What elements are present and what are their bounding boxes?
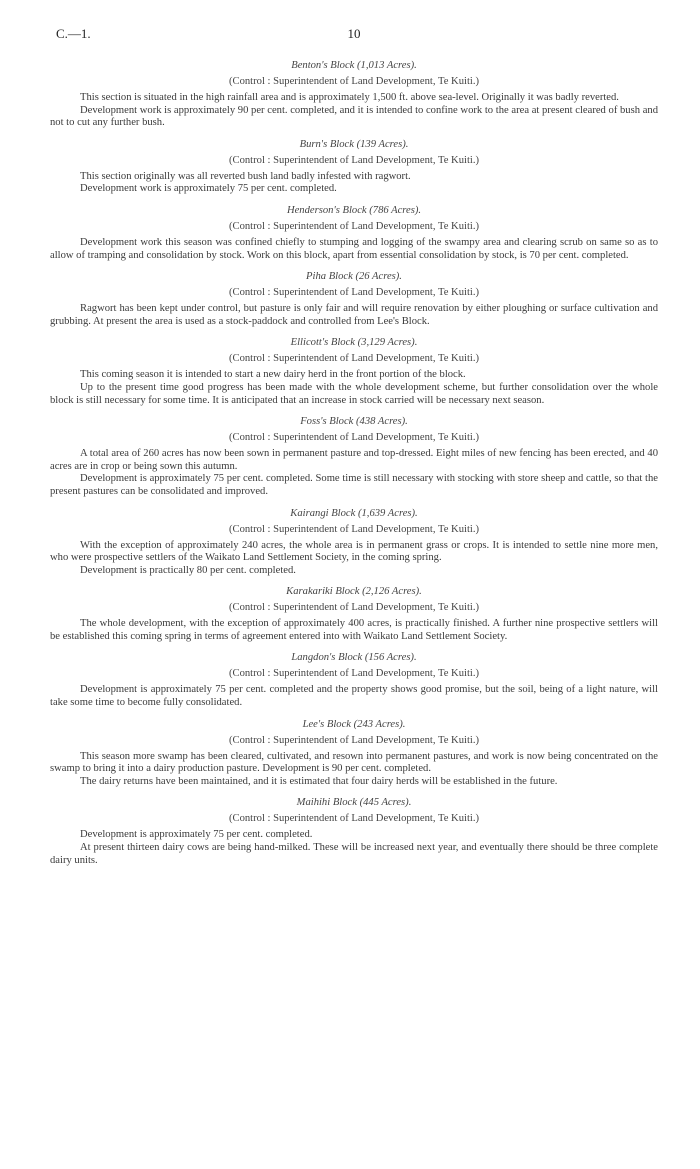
section-control-note: (Control : Superintendent of Land Development, Te Kuiti.) bbox=[228, 523, 480, 535]
section-paragraph: This coming season it is intended to start a new dairy herd in the front portion of the block. bbox=[80, 369, 466, 381]
section-title: Foss's Block (438 Acres). bbox=[300, 416, 408, 428]
block-section bbox=[50, 138, 658, 196]
section-title: Piha Block (26 Acres). bbox=[306, 271, 402, 283]
block-section bbox=[50, 796, 658, 867]
section-control-note: (Control : Superintendent of Land Development, Te Kuiti.) bbox=[228, 76, 480, 87]
section-paragraph: A total area of 260 acres has now been sown in permanent pasture and top-dressed. Eight miles of new fencing has been erected, and 40 acres are in crop or being sown this autumn. bbox=[50, 448, 658, 472]
document-reference: C.—1. bbox=[56, 26, 91, 41]
block-section bbox=[50, 507, 658, 578]
section-paragraph: This season more swamp has been cleared, cultivated, and resown into permanent pastures, and work is now being concentrated on the swamp to bring it into a dairy production pasture. Development is 90 per cent. completed. bbox=[50, 750, 658, 775]
block-section bbox=[50, 585, 658, 643]
section-title: Maihihi Block (445 Acres). bbox=[296, 797, 412, 809]
section-title: Benton's Block (1,013 Acres). bbox=[291, 60, 417, 71]
page-number: 10 bbox=[347, 26, 361, 41]
section-title: Ellicott's Block (3,129 Acres). bbox=[290, 337, 418, 349]
section-title: Langdon's Block (156 Acres). bbox=[291, 652, 417, 664]
section-paragraph: At present thirteen dairy cows are being hand-milked. These will be increased next year, and eventually there should be three complete dairy units. bbox=[50, 842, 658, 866]
section-control-note: (Control : Superintendent of Land Development, Te Kuiti.) bbox=[228, 668, 480, 680]
section-title: Karakariki Block (2,126 Acres). bbox=[286, 586, 422, 598]
section-paragraph: With the exception of approximately 240 acres, the whole area is in permanent grass or crops. It is intended to settle nine more men, who were prospective settlers of the Waikato Land Settlement Society, in the coming spring. bbox=[50, 539, 658, 564]
section-control-note: (Control : Superintendent of Land Development, Te Kuiti.) bbox=[228, 734, 480, 746]
block-section bbox=[50, 415, 658, 498]
page-header bbox=[50, 26, 658, 46]
section-paragraph: Development work is approximately 75 per cent. completed. bbox=[80, 183, 337, 195]
section-paragraph: This section originally was all reverted bush land badly infested with ragwort. bbox=[80, 170, 411, 182]
section-control-note: (Control : Superintendent of Land Development, Te Kuiti.) bbox=[228, 220, 480, 232]
section-title: Henderson's Block (786 Acres). bbox=[286, 204, 422, 216]
section-paragraph: Development is approximately 75 per cent. completed. Some time is still necessary with stocking with store sheep and cattle, so that the present pastures can be consolidated and improved. bbox=[50, 473, 658, 497]
section-control-note: (Control : Superintendent of Land Development, Te Kuiti.) bbox=[228, 353, 480, 365]
section-paragraph: This section is situated in the high rainfall area and is approximately 1,500 ft. above sea-level. Originally it was badly reverted. bbox=[80, 92, 619, 103]
section-paragraph: Development is approximately 75 per cent. completed and the property shows good promise, but the soil, being of a light nature, will take some time to become fully consolidated. bbox=[50, 684, 658, 709]
section-paragraph: Ragwort has been kept under control, but pasture is only fair and will require renovation by either ploughing or surface cultivation and grubbing. At present the area is used as a stock-paddock and controlled from Lee's Block. bbox=[50, 303, 658, 327]
section-paragraph: Development work this season was confined chiefly to stumping and logging of the swampy area and clearing scrub on same so as to allow of tramping and consolidation by stock. Work on this block, apart from essential consolidation by stock, is 70 per cent. completed. bbox=[50, 236, 658, 261]
block-section bbox=[50, 718, 658, 789]
section-paragraph: Development work is approximately 90 per cent. completed, and it is intended to confine work to the area at present cleared of bush and not to cut any further bush. bbox=[50, 104, 658, 129]
block-section bbox=[50, 336, 658, 407]
section-control-note: (Control : Superintendent of Land Development, Te Kuiti.) bbox=[228, 602, 480, 614]
block-section bbox=[50, 204, 658, 262]
section-title: Lee's Block (243 Acres). bbox=[302, 718, 406, 730]
section-paragraph: Development is practically 80 per cent. completed. bbox=[80, 564, 296, 576]
block-section bbox=[50, 270, 658, 328]
section-control-note: (Control : Superintendent of Land Development, Te Kuiti.) bbox=[228, 154, 480, 166]
section-title: Burn's Block (139 Acres). bbox=[299, 138, 409, 150]
section-title: Kairangi Block (1,639 Acres). bbox=[290, 507, 418, 519]
section-paragraph: The dairy returns have been maintained, and it is estimated that four dairy herds will be established in the future. bbox=[80, 775, 558, 787]
document-page bbox=[50, 26, 658, 875]
report-sections bbox=[50, 59, 658, 867]
section-paragraph: The whole development, with the exception of approximately 400 acres, is practically finished. A further nine prospective settlers will be established this coming spring in terms of agreement entered into with Waikato Land Settlement Society. bbox=[50, 618, 658, 642]
block-section bbox=[50, 59, 658, 130]
block-section bbox=[50, 651, 658, 709]
section-paragraph: Up to the present time good progress has been made with the whole development scheme, but further consolidation over the whole block is still necessary for some time. It is anticipated that an increase in stock carried will be necessary next season. bbox=[50, 381, 658, 406]
section-control-note: (Control : Superintendent of Land Development, Te Kuiti.) bbox=[228, 432, 480, 444]
section-control-note: (Control : Superintendent of Land Development, Te Kuiti.) bbox=[228, 813, 480, 825]
section-control-note: (Control : Superintendent of Land Development, Te Kuiti.) bbox=[228, 287, 480, 299]
section-paragraph: Development is approximately 75 per cent. completed. bbox=[80, 829, 313, 841]
